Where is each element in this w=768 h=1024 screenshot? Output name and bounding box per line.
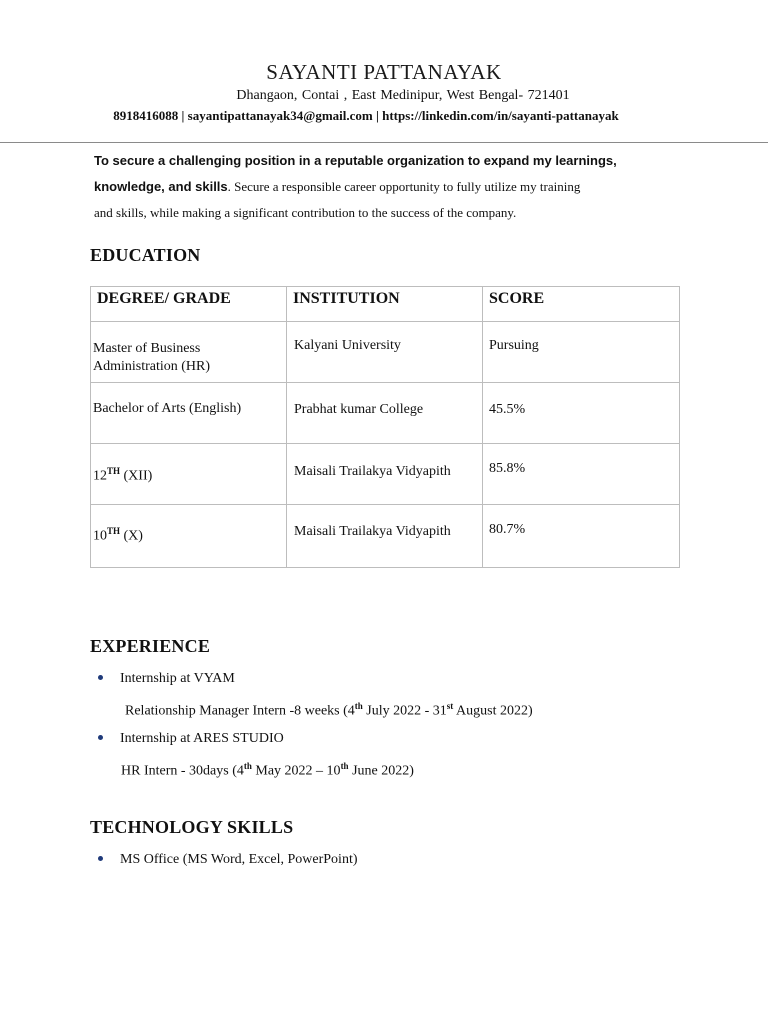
- institution-cell: Maisali Trailakya Vidyapith: [287, 444, 483, 505]
- table-row: [91, 383, 680, 444]
- degree-cell: Master of Business Administration (HR): [91, 322, 287, 383]
- education-table: [90, 286, 680, 568]
- objective-bold-text: knowledge, and skills: [94, 179, 228, 194]
- objective-text: . Secure a responsible career opportunity to fully utilize my training: [227, 179, 581, 194]
- contact-line: [0, 108, 732, 124]
- table-header-row: [91, 287, 680, 322]
- experience-detail: Relationship Manager Intern -8 weeks (4th July 2022 - 31st August 2022): [125, 701, 533, 719]
- contact-separator: |: [181, 108, 185, 123]
- degree-cell: 10TH (X): [91, 505, 287, 568]
- institution-cell: Maisali Trailakya Vidyapith: [287, 505, 483, 568]
- score-cell: Pursuing: [483, 322, 680, 383]
- column-header-degree: DEGREE/ GRADE: [91, 287, 287, 322]
- bullet-icon: [98, 675, 103, 680]
- phone-number: 8918416088: [113, 108, 179, 123]
- experience-detail: HR Intern - 30days (4th May 2022 – 10th June 2022): [121, 761, 414, 779]
- objective-bold-text: To secure a challenging position in a reputable organization to expand my learnings,: [94, 153, 617, 168]
- experience-title: Internship at VYAM: [120, 671, 235, 686]
- objective-line-3: and skills, while making a significant contribution to the success of the company.: [94, 205, 517, 220]
- table-row: [91, 505, 680, 568]
- list-item: [98, 671, 235, 687]
- degree-cell: Bachelor of Arts (English): [91, 383, 287, 444]
- experience-title: Internship at ARES STUDIO: [120, 731, 284, 746]
- column-header-score: SCORE: [483, 287, 680, 322]
- list-item: [98, 852, 358, 868]
- score-cell: 80.7%: [483, 505, 680, 568]
- email-address: sayantipattanayak34@gmail.com: [187, 108, 373, 123]
- contact-separator: |: [376, 108, 379, 123]
- column-header-institution: INSTITUTION: [287, 287, 483, 322]
- bullet-icon: [98, 856, 103, 861]
- education-heading: EDUCATION: [90, 245, 201, 265]
- institution-cell: Prabhat kumar College: [287, 383, 483, 444]
- address-line: Dhangaon, Contai , East Medinipur, West Bengal- 721401: [236, 88, 570, 103]
- candidate-name: SAYANTI PATTANAYAK: [266, 60, 502, 84]
- experience-heading: EXPERIENCE: [90, 636, 211, 656]
- list-item: [98, 731, 284, 747]
- score-cell: 85.8%: [483, 444, 680, 505]
- objective-line-1: [94, 153, 617, 169]
- degree-cell: 12TH (XII): [91, 444, 287, 505]
- bullet-icon: [98, 735, 103, 740]
- institution-cell: Kalyani University: [287, 322, 483, 383]
- table-row: [91, 322, 680, 383]
- header-divider: [0, 142, 768, 143]
- score-cell: 45.5%: [483, 383, 680, 444]
- table-row: [91, 444, 680, 505]
- objective-line-2: [94, 179, 580, 195]
- skills-heading: TECHNOLOGY SKILLS: [90, 817, 294, 837]
- linkedin-url: https://linkedin.com/in/sayanti-pattanayak: [382, 108, 619, 123]
- skill-item: MS Office (MS Word, Excel, PowerPoint): [120, 852, 358, 867]
